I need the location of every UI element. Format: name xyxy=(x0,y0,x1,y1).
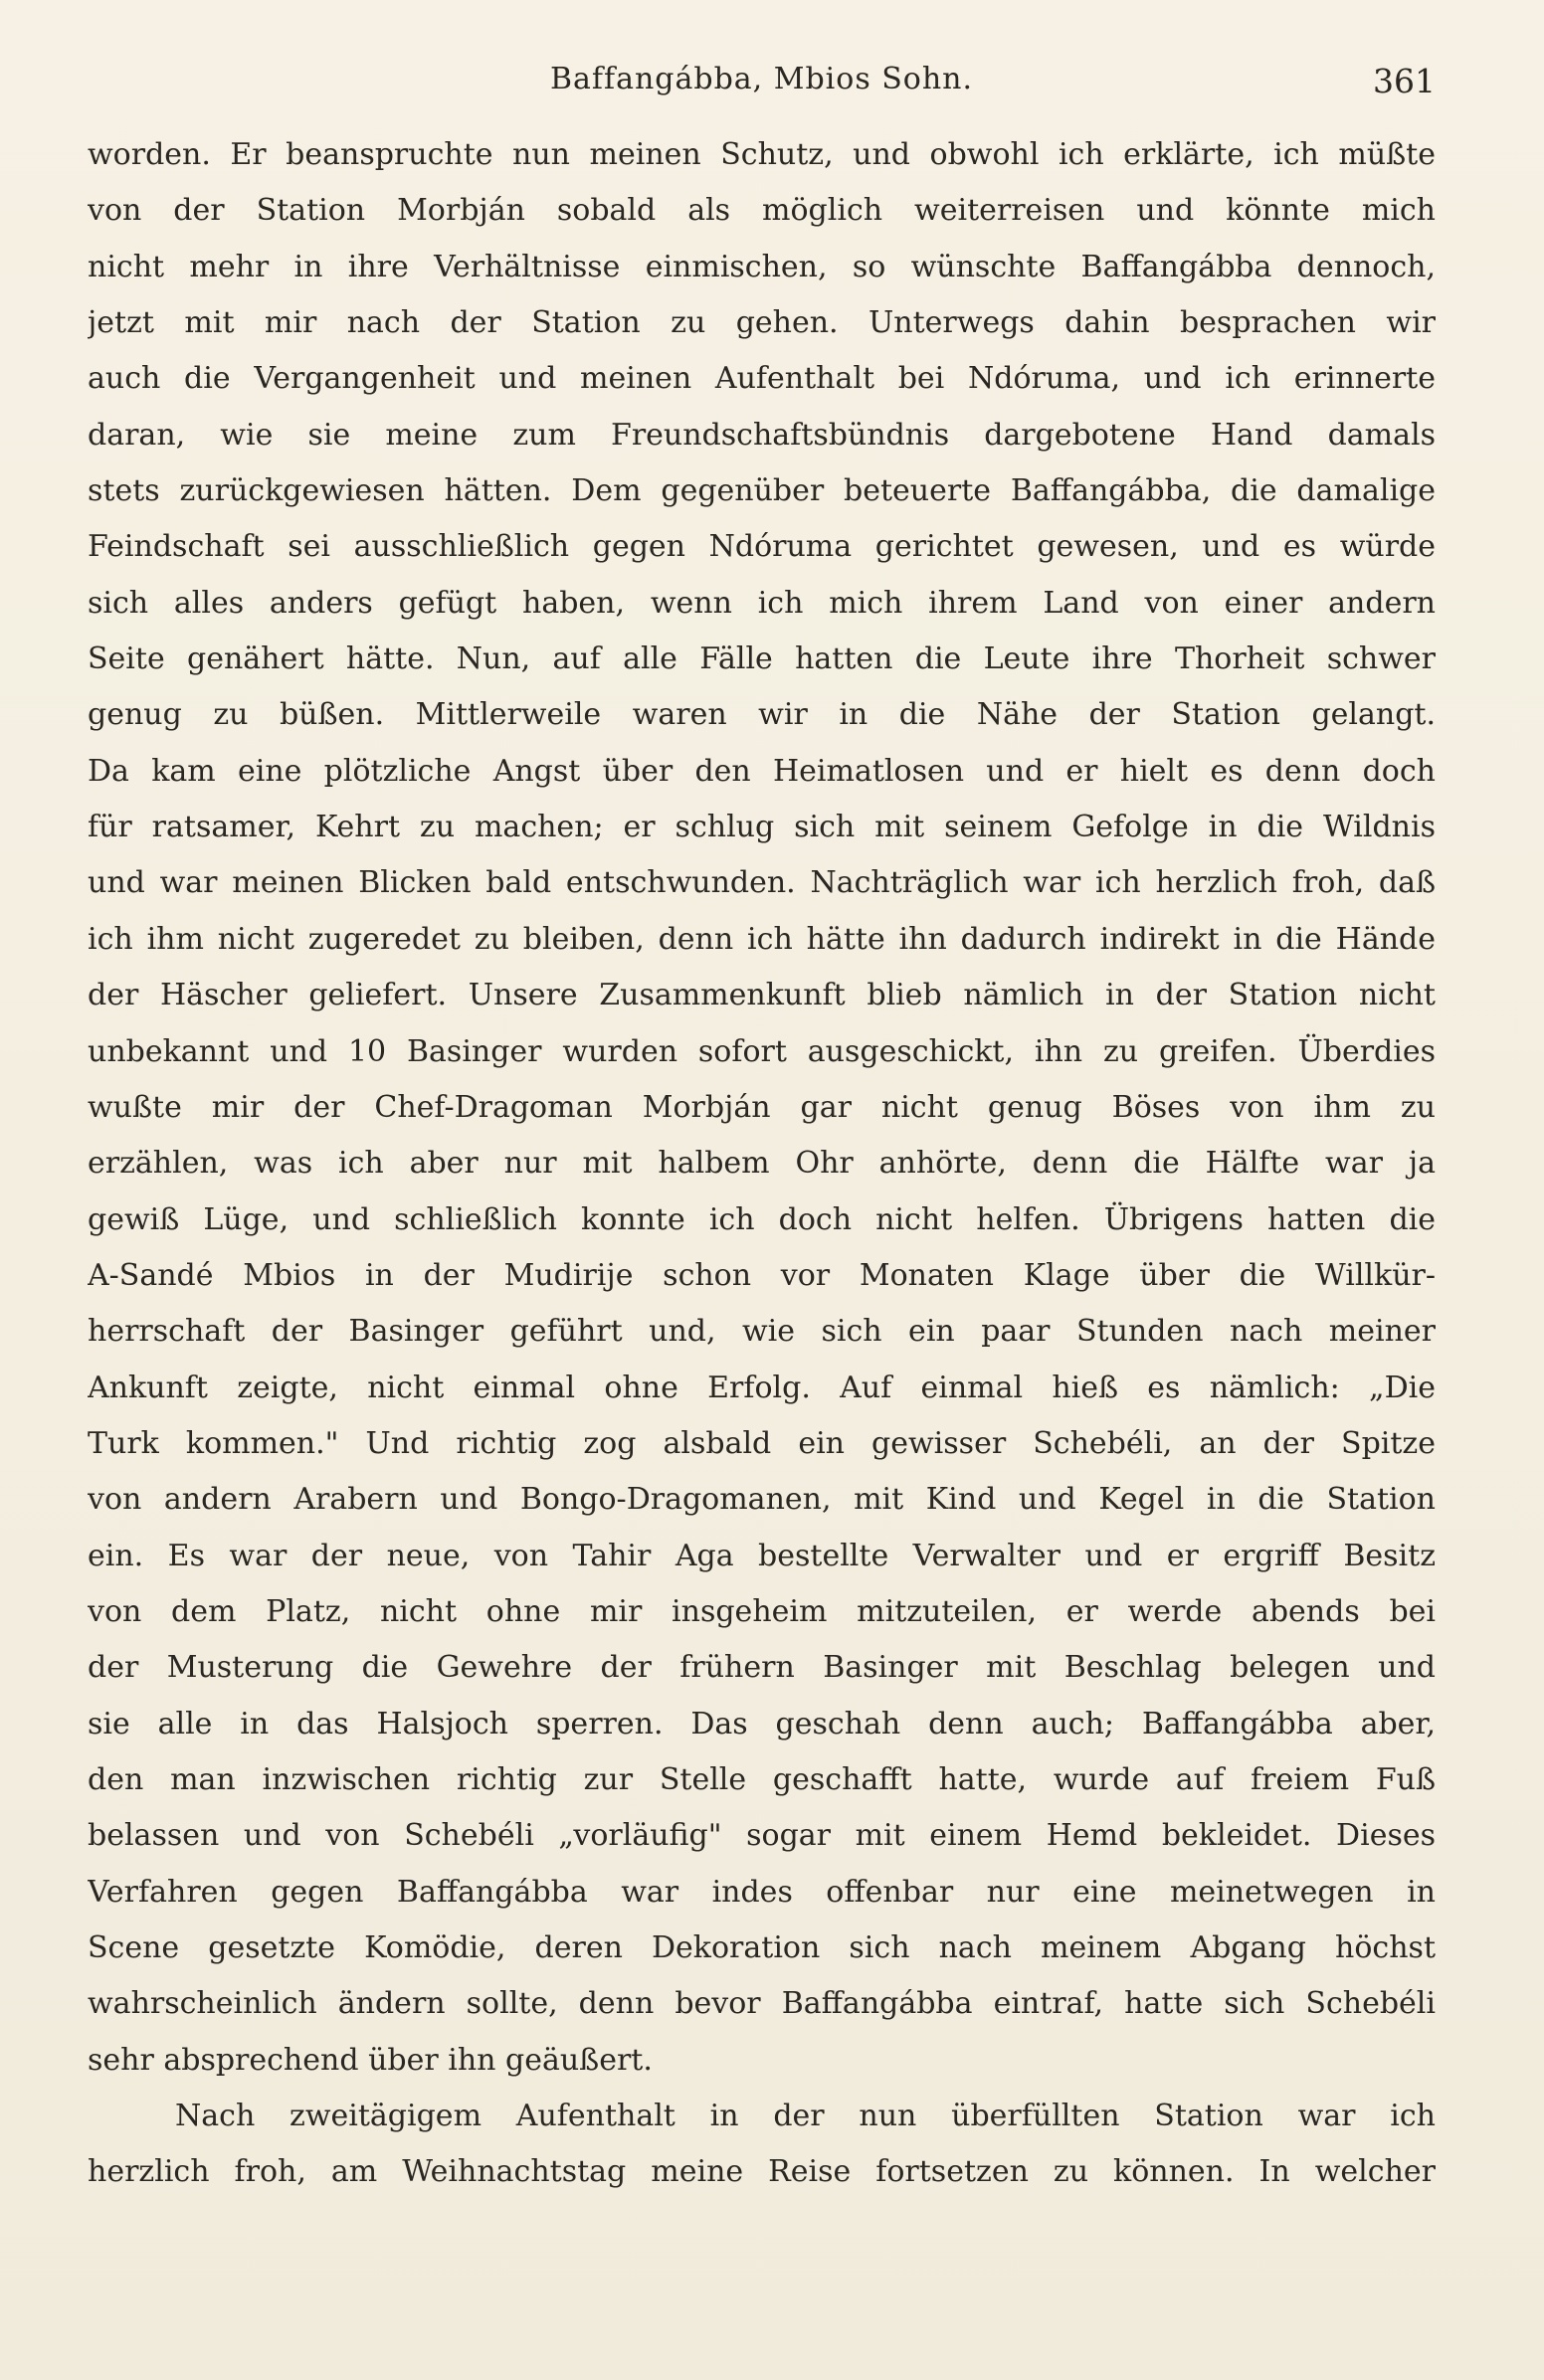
text-line: unbekannt und 10 Basinger wurden sofort ausgeschickt, ihn zu greifen. Überdies xyxy=(88,1033,1436,1069)
text-line: jetzt mit mir nach der Station zu gehen. Unterwegs dahin besprachen wir xyxy=(88,305,1436,341)
text-line: daran, wie sie meine zum Freundschaftsbündnis dargebotene Hand damals xyxy=(88,417,1436,453)
text-line: Feindschaft sei ausschließlich gegen Ndóruma gerichtet gewesen, und es würde xyxy=(88,529,1436,565)
text-line: herrschaft der Basinger geführt und, wie sich ein paar Stunden nach meiner xyxy=(88,1314,1436,1350)
text-line: sie alle in das Halsjoch sperren. Das geschah denn auch; Baffangábba aber, xyxy=(88,1706,1436,1741)
text-line: worden. Er beanspruchte nun meinen Schutz, und obwohl ich erklärte, ich müßte xyxy=(88,137,1436,172)
text-line: erzählen, was ich aber nur mit halbem Ohr anhörte, denn die Hälfte war ja xyxy=(88,1146,1436,1182)
text-line: von der Station Morbján sobald als möglich weiterreisen und könnte mich xyxy=(88,193,1436,229)
text-line: Nach zweitägigem Aufenthalt in der nun überfüllten Station war ich xyxy=(175,2099,1436,2134)
text-line: sehr absprechend über ihn geäußert. xyxy=(88,2042,653,2078)
text-line: Turk kommen." Und richtig zog alsbald ein gewisser Schebéli, an der Spitze xyxy=(88,1425,1436,1461)
text-line: den man inzwischen richtig zur Stelle geschafft hatte, wurde auf freiem Fuß xyxy=(88,1761,1436,1797)
text-line: Da kam eine plötzliche Angst über den Heimatlosen und er hielt es denn doch xyxy=(88,753,1436,789)
text-line: nicht mehr in ihre Verhältnisse einmischen, so wünschte Baffangábba dennoch, xyxy=(88,249,1436,284)
text-line: gewiß Lüge, und schließlich konnte ich doch nicht helfen. Übrigens hatten die xyxy=(88,1201,1436,1237)
text-line: genug zu büßen. Mittlerweile waren wir in die Nähe der Station gelangt. xyxy=(88,697,1436,733)
paragraph xyxy=(88,127,1436,2089)
text-line: von dem Platz, nicht ohne mir insgeheim mitzuteilen, er werde abends bei xyxy=(88,1593,1436,1629)
text-line: ich ihm nicht zugeredet zu bleiben, denn ich hätte ihn dadurch indirekt in die Hände xyxy=(88,921,1436,957)
text-line: A-Sandé Mbios in der Mudirije schon vor Monaten Klage über die Willkür- xyxy=(88,1257,1436,1293)
text-line: stets zurückgewiesen hätten. Dem gegenüber beteuerte Baffangábba, die damalige xyxy=(88,473,1436,509)
running-title: Baffangábba, Mbios Sohn. xyxy=(549,62,974,96)
text-line: für ratsamer, Kehrt zu machen; er schlug sich mit seinem Gefolge in die Wildnis xyxy=(88,810,1436,845)
text-line: der Häscher geliefert. Unsere Zusammenkunft blieb nämlich in der Station nicht xyxy=(88,978,1436,1013)
text-line: sich alles anders gefügt haben, wenn ich mich ihrem Land von einer andern xyxy=(88,585,1436,621)
text-line: belassen und von Schebéli „vorläufig" sogar mit einem Hemd bekleidet. Dieses xyxy=(88,1818,1436,1854)
text-line: wußte mir der Chef-Dragoman Morbján gar nicht genug Böses von ihm zu xyxy=(88,1089,1436,1125)
paragraph xyxy=(88,2089,1436,2201)
text-line: der Musterung die Gewehre der frühern Basinger mit Beschlag belegen und xyxy=(88,1650,1436,1686)
text-line: von andern Arabern und Bongo-Dragomanen, mit Kind und Kegel in die Station xyxy=(88,1482,1436,1518)
body-text xyxy=(88,127,1436,2201)
text-line: wahrscheinlich ändern sollte, denn bevor Baffangábba eintraf, hatte sich Schebéli xyxy=(88,1986,1436,2022)
text-line: Verfahren gegen Baffangábba war indes offenbar nur eine meinetwegen in xyxy=(88,1874,1436,1910)
text-line: Seite genähert hätte. Nun, auf alle Fälle hatten die Leute ihre Thorheit schwer xyxy=(88,641,1436,677)
text-line: ein. Es war der neue, von Tahir Aga bestellte Verwalter und er ergriff Besitz xyxy=(88,1538,1436,1573)
running-head xyxy=(88,62,1436,109)
page-number: 361 xyxy=(1373,62,1436,100)
text-line: Ankunft zeigte, nicht einmal ohne Erfolg. Auf einmal hieß es nämlich: „Die xyxy=(88,1370,1436,1405)
text-line: auch die Vergangenheit und meinen Aufenthalt bei Ndóruma, und ich erinnerte xyxy=(88,361,1436,397)
text-line: und war meinen Blicken bald entschwunden. Nachträglich war ich herzlich froh, daß xyxy=(88,865,1436,901)
text-line: herzlich froh, am Weihnachtstag meine Reise fortsetzen zu können. In welcher xyxy=(88,2154,1436,2190)
text-line: Scene gesetzte Komödie, deren Dekoration sich nach meinem Abgang höchst xyxy=(88,1930,1436,1965)
